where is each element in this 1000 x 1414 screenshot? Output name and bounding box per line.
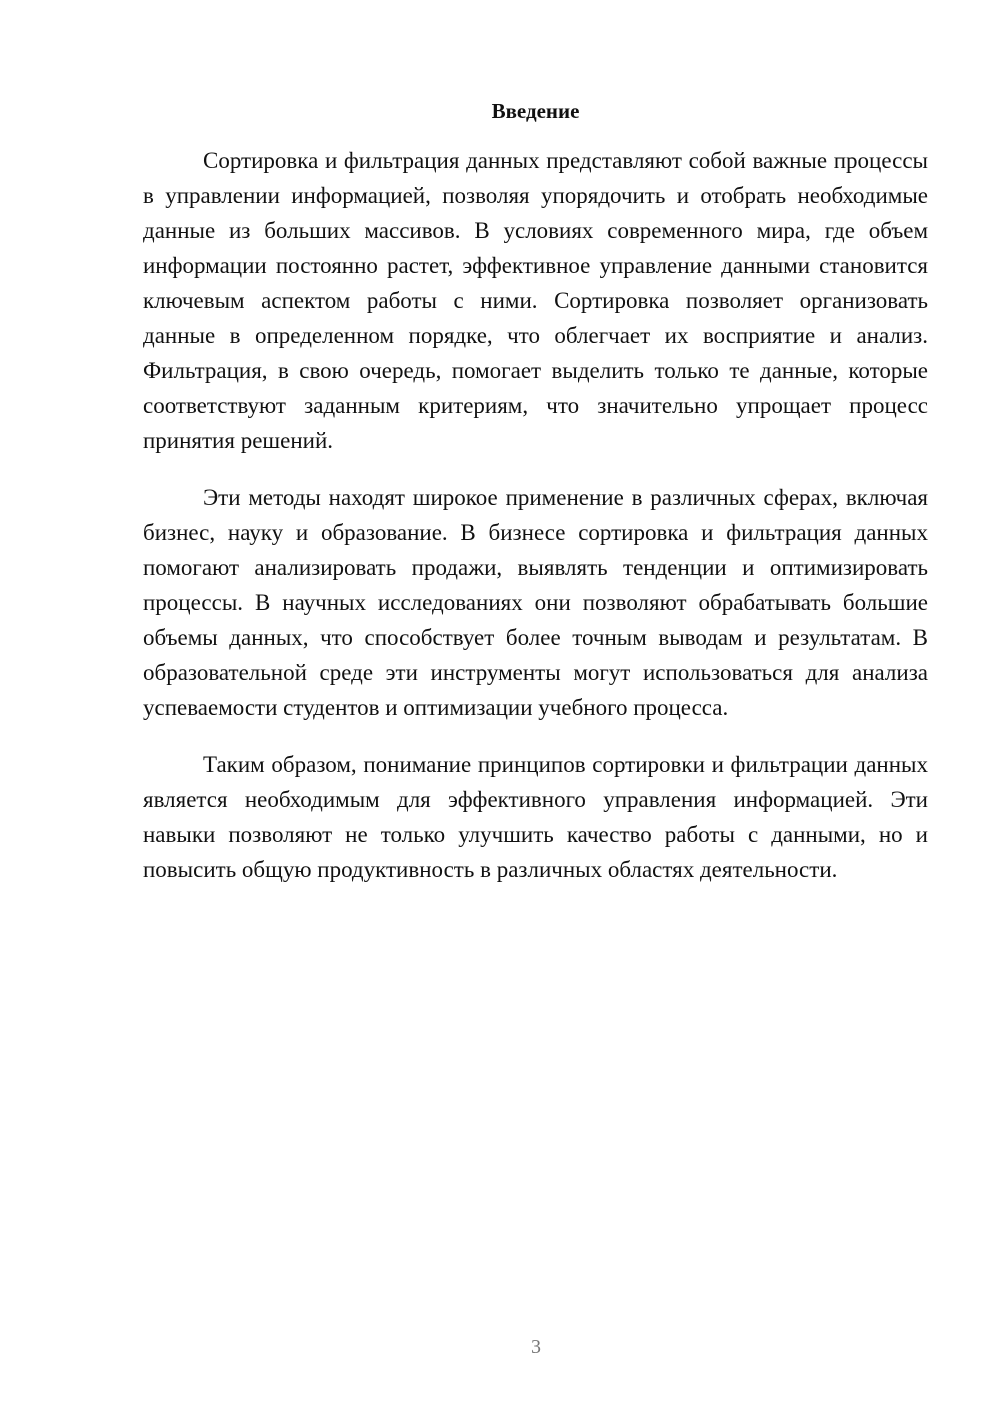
section-title: Введение xyxy=(491,99,580,123)
page-number: 3 xyxy=(531,1336,541,1358)
paragraph-1: Сортировка и фильтрация данных представляют собой важные процессы в управлении информацией, позволяя упорядочить и отобрать необходимые данные из больших массивов. В условиях современного мира, где объем информации постоянно растет, эффективное управление данными становится ключевым аспектом работы с ними. Сортировка позволяет организовать данные в определенном порядке, что облегчает их восприятие и анализ. Фильтрация, в свою очередь, помогает выделить только те данные, которые соответствуют заданным критериям, что значительно упрощает процесс принятия решений. xyxy=(143,148,928,453)
paragraph-2: Эти методы находят широкое применение в различных сферах, включая бизнес, науку и образование. В бизнесе сортировка и фильтрация данных помогают анализировать продажи, выявлять тенденции и оптимизировать процессы. В научных исследованиях они позволяют обрабатывать большие объемы данных, что способствует более точным выводам и результатам. В образовательной среде эти инструменты могут использоваться для анализа успеваемости студентов и оптимизации учебного процесса. xyxy=(143,485,928,720)
body-text xyxy=(143,143,928,909)
paragraph-3: Таким образом, понимание принципов сортировки и фильтрации данных является необходимым для эффективного управления информацией. Эти навыки позволяют не только улучшить качество работы с данными, но и повысить общую продуктивность в различных областях деятельности. xyxy=(143,752,928,882)
